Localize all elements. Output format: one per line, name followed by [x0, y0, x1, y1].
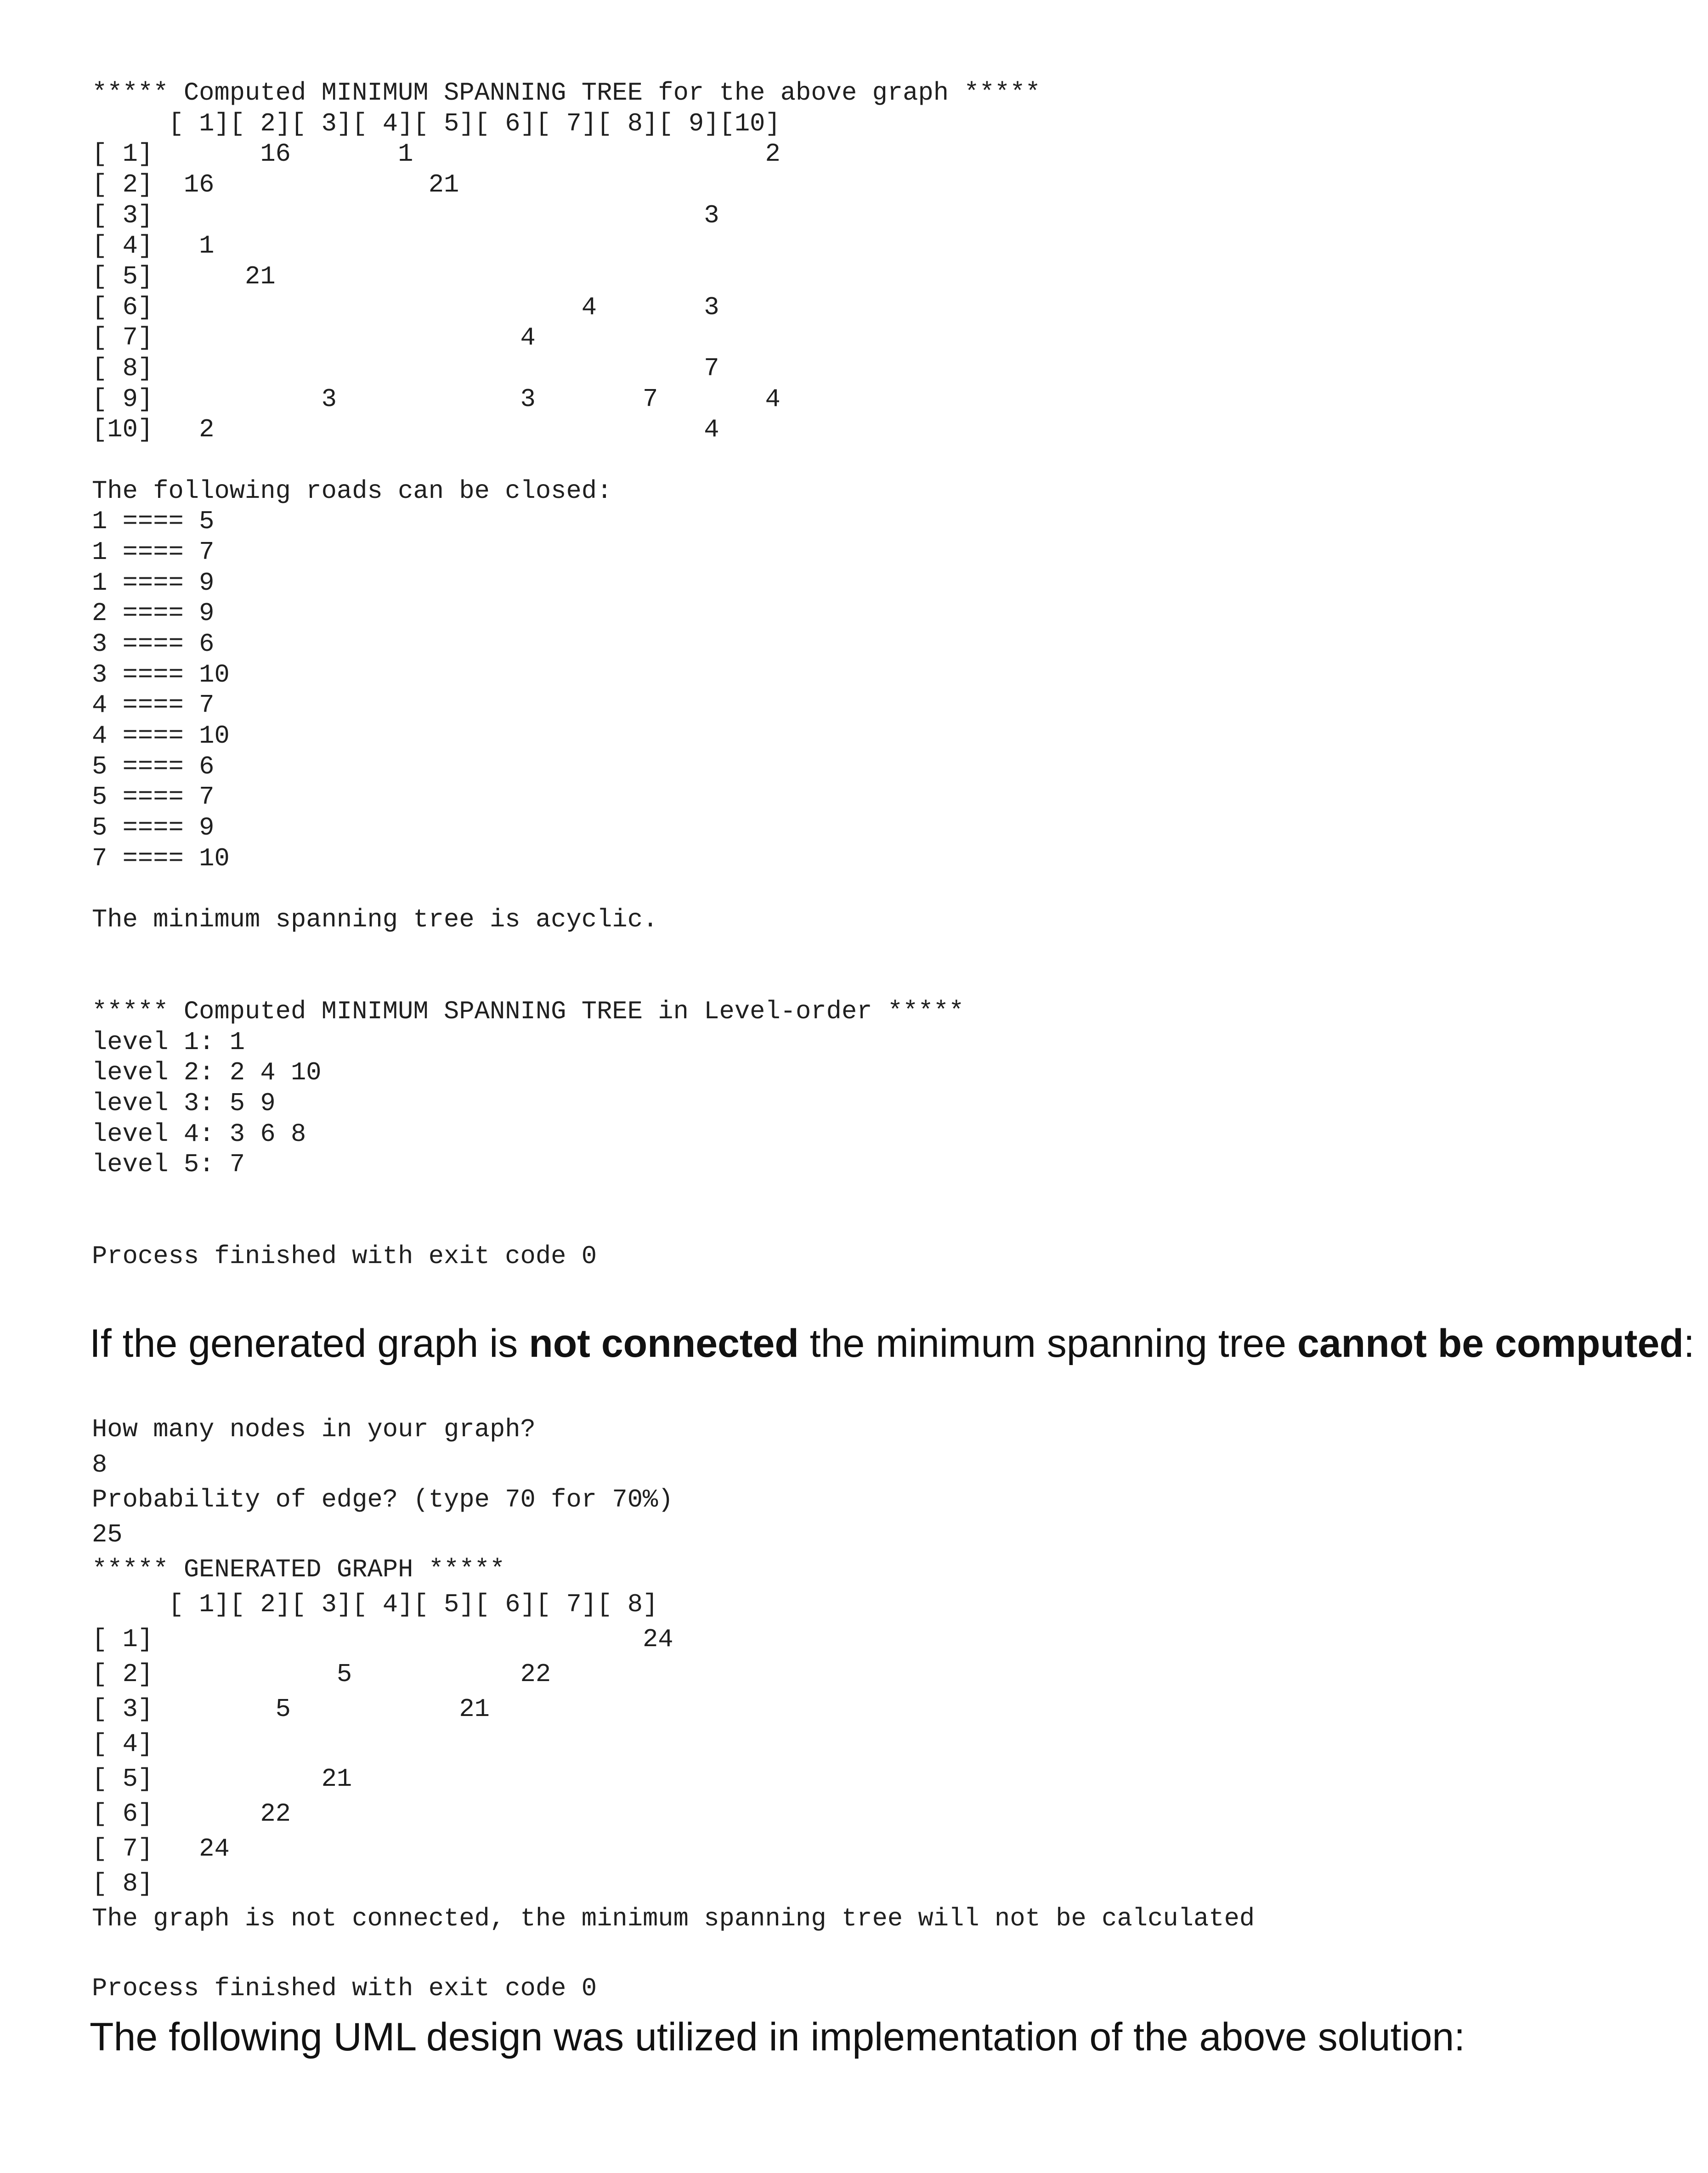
road-item: 5 ==== 6 [92, 752, 215, 781]
roads-intro: The following roads can be closed: [92, 477, 612, 506]
matrix-row: [ 1] 24 [92, 1625, 673, 1654]
probability-value: 25 [92, 1520, 123, 1549]
matrix-row: [ 4] 1 [92, 231, 215, 260]
matrix-row: [ 3] 3 [92, 201, 719, 230]
exit-status: Process finished with exit code 0 [92, 1974, 597, 2003]
generated-graph-header: ***** GENERATED GRAPH ***** [92, 1555, 505, 1584]
road-item: 3 ==== 6 [92, 630, 215, 659]
road-item: 4 ==== 10 [92, 722, 230, 751]
nodes-value: 8 [92, 1451, 107, 1479]
road-item: 1 ==== 9 [92, 569, 215, 598]
not-connected-message: The graph is not connected, the minimum spanning tree will not be calculated [92, 1904, 1255, 1933]
level-line: level 4: 3 6 8 [92, 1120, 306, 1149]
road-item: 3 ==== 10 [92, 660, 230, 689]
matrix-row: [ 3] 5 21 [92, 1695, 490, 1724]
matrix-row: [ 8] 7 [92, 354, 719, 383]
level-line: level 1: 1 [92, 1028, 245, 1057]
matrix-row: [ 1] 16 1 2 [92, 140, 780, 169]
prompt-nodes: How many nodes in your graph? [92, 1415, 536, 1444]
heading-bold: cannot be computed [1297, 1321, 1684, 1366]
matrix-row: [ 2] 5 22 [92, 1660, 551, 1689]
road-item: 1 ==== 7 [92, 538, 215, 567]
heading-bold: not connected [529, 1321, 799, 1366]
mst-header: ***** Computed MINIMUM SPANNING TREE for the above graph ***** [92, 79, 1041, 107]
road-item: 2 ==== 9 [92, 599, 215, 628]
matrix-row: [ 6] 22 [92, 1800, 291, 1829]
road-item: 1 ==== 5 [92, 507, 215, 536]
road-item: 7 ==== 10 [92, 844, 230, 873]
heading-text: : [1683, 1321, 1695, 1366]
disconnected-heading [90, 1321, 1695, 1366]
matrix-row: [ 7] 4 [92, 323, 536, 352]
matrix-row: [ 7] 24 [92, 1834, 230, 1863]
prompt-probability: Probability of edge? (type 70 for 70%) [92, 1485, 673, 1514]
road-item: 4 ==== 7 [92, 691, 215, 720]
exit-status: Process finished with exit code 0 [92, 1242, 597, 1271]
uml-intro: The following UML design was utilized in implementation of the above solution: [90, 2015, 1465, 2059]
level-line: level 2: 2 4 10 [92, 1058, 322, 1087]
matrix-row: [ 1][ 2][ 3][ 4][ 5][ 6][ 7][ 8] [92, 1590, 658, 1619]
road-item: 5 ==== 7 [92, 783, 215, 812]
matrix-row: [ 8] [92, 1869, 153, 1898]
acyclic-note: The minimum spanning tree is acyclic. [92, 905, 658, 934]
matrix-row: [ 5] 21 [92, 262, 276, 291]
matrix-row: [ 2] 16 21 [92, 170, 459, 199]
level-order-header: ***** Computed MINIMUM SPANNING TREE in Level-order ***** [92, 997, 964, 1026]
matrix-row: [10] 2 4 [92, 415, 719, 444]
heading-text: the minimum spanning tree [798, 1321, 1297, 1366]
level-line: level 5: 7 [92, 1150, 245, 1179]
matrix-row: [ 1][ 2][ 3][ 4][ 5][ 6][ 7][ 8][ 9][10] [92, 109, 780, 138]
matrix-row: [ 5] 21 [92, 1765, 352, 1794]
road-item: 5 ==== 9 [92, 813, 215, 842]
matrix-row: [ 9] 3 3 7 4 [92, 385, 780, 414]
matrix-row: [ 6] 4 3 [92, 293, 719, 322]
level-line: level 3: 5 9 [92, 1089, 276, 1118]
matrix-row: [ 4] [92, 1730, 153, 1759]
heading-text: If the generated graph is [90, 1321, 529, 1366]
